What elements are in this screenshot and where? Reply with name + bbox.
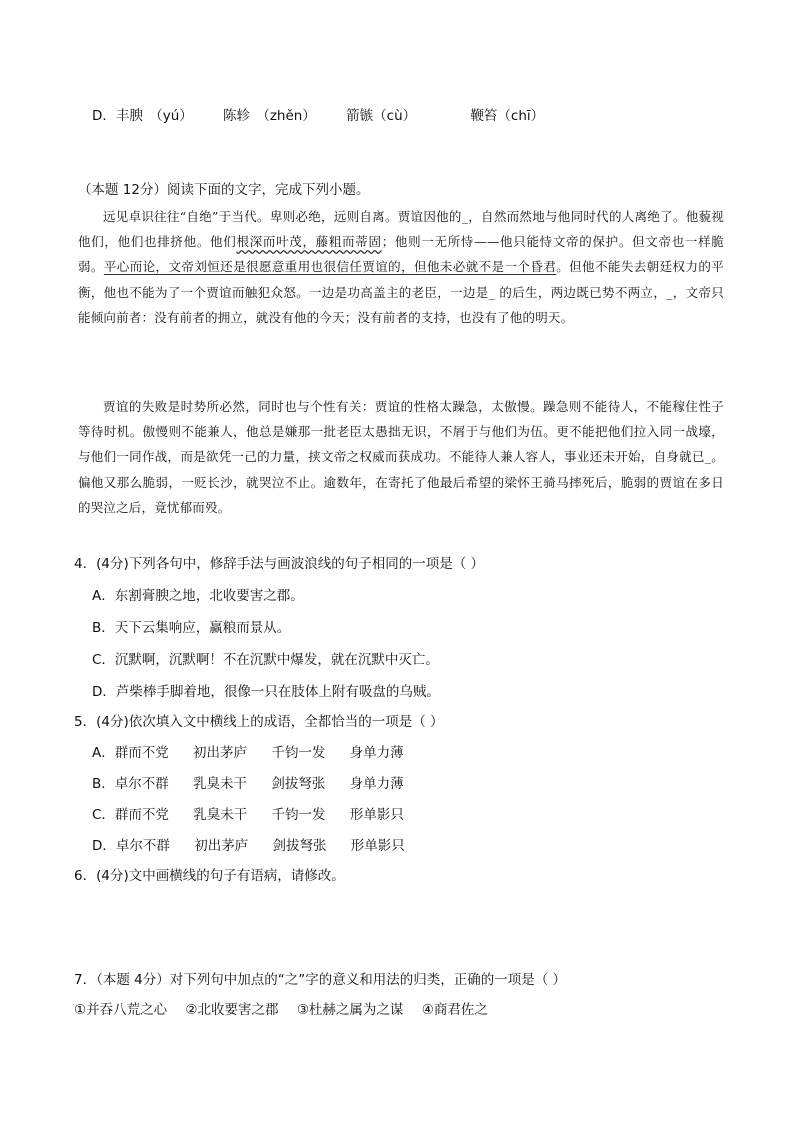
option-d-label: D．丰腴 (92, 108, 143, 124)
idiom-cell: 千钧一发 (271, 807, 326, 823)
idiom-cell: 初出茅庐 (194, 838, 249, 854)
question-5-stem: 5．(4分)依次填入文中横线上的成语，全都恰当的一项是（ ） (74, 714, 444, 730)
passage-paragraph-2 (78, 394, 724, 520)
question-4-stem: 4．(4分)下列各句中，修辞手法与画波浪线的句子相同的一项是（ ） (74, 556, 485, 572)
option-d-pinyin-2: （zhěn） (256, 108, 316, 124)
q7-item: ②北收要害之郡 (185, 1002, 279, 1018)
passage-text: ；他则一无所恃——他只能恃文帝的保护。但文帝也一样脆弱。 (78, 234, 725, 275)
wavy-underlined-sentence: 根深而叶茂，藤粗而蒂固 (236, 234, 382, 250)
section-heading: （本题 12分）阅读下面的文字，完成下列小题。 (78, 182, 370, 198)
passage-text: 远见卓识往往“自绝”于当代。卑则必绝，远则自离。贾谊因他的_，自然而然地与他同时代的人离绝了。他藐视他们，他们也排挤他。他们 (78, 209, 724, 250)
idiom-cell: 初出茅庐 (193, 745, 248, 761)
question-7-items (74, 998, 488, 1018)
top-option-d (92, 104, 544, 124)
q7-item: ③杜赫之属为之谋 (296, 1002, 404, 1018)
question-4-option-a[interactable]: A．东割膏腴之地，北收要害之郡。 (92, 588, 304, 604)
idiom-cell: 乳臭未干 (193, 807, 248, 823)
question-5-option-b[interactable] (92, 772, 404, 792)
idiom-cell: 剑拔弩张 (272, 838, 327, 854)
q7-item: ④商君佐之 (421, 1002, 488, 1018)
idiom-cell: 身单力薄 (349, 776, 404, 792)
question-4-option-d[interactable]: D．芦柴棒手脚着地，很像一只在肢体上附有吸盘的乌贼。 (92, 684, 440, 700)
idiom-cell: 身单力薄 (349, 745, 404, 761)
passage-paragraph-1 (78, 204, 724, 330)
idiom-cell: 形单影只 (350, 838, 405, 854)
idiom-cell: 千钧一发 (271, 745, 326, 761)
idiom-cell: D．卓尔不群 (92, 838, 170, 854)
option-d-word-3: 箭镞（cù） (346, 108, 417, 124)
idiom-cell: C．群而不党 (92, 807, 169, 823)
option-d-word-2: 陈轸 (223, 108, 251, 124)
option-d-word-4: 鞭笞（chī） (470, 108, 545, 124)
idiom-cell: 剑拔弩张 (271, 776, 326, 792)
q7-item: ①并吞八荒之心 (74, 1002, 168, 1018)
question-5-option-c[interactable] (92, 803, 404, 823)
question-4-option-c[interactable]: C．沉默啊，沉默啊！不在沉默中爆发，就在沉默中灭亡。 (92, 652, 439, 668)
option-d-pinyin-1: （yú） (149, 108, 193, 124)
passage-text: 贾谊的失败是时势所必然，同时也与个性有关：贾谊的性格太躁急，太傲慢。躁急则不能待人，不能稼住性子等待时机。傲慢则不能兼人，他总是嫌那一批老臣太愚拙无识，不屑于与他们为伍。更不能把他们拉入同一战壕，与他们一同作战，而是欲凭一己的力量，挟文帝之权威而获成功。不能待人兼人容人，事业还未开始，自身就已_。偏他又那么脆弱，一贬长沙，就哭泣不止。逾数年，在寄托了他最后希望的梁怀王骑马摔死后，脆弱的贾谊在多日的哭泣之后，竟忧郁而殁。 (78, 399, 724, 515)
question-5-option-d[interactable] (92, 834, 405, 854)
question-4-option-b[interactable]: B．天下云集响应，赢粮而景从。 (92, 620, 291, 636)
question-5-option-a[interactable] (92, 741, 404, 761)
question-7-stem: 7．（本题 4分）对下列句中加点的“之”字的意义和用法的归类，正确的一项是（ ） (74, 972, 566, 988)
passage-text: 。但他不能失去朝廷权力的平衡，他也不能为了一个贾谊而触犯众怒。一边是功高盖主的老臣，一边是_ 的后生，两边既已势不两立，_，文帝只能倾向前者：没有前者的拥立，就没有他的今天；没有前者的支持，也没有了他的明天。 (78, 259, 724, 325)
idiom-cell: B．卓尔不群 (92, 776, 169, 792)
idiom-cell: A．群而不党 (92, 745, 169, 761)
idiom-cell: 乳臭未干 (193, 776, 248, 792)
straight-underlined-sentence: 平心而论，文帝刘恒还是很愿意重用也很信任贾谊的，但他未必就不是一个昏君 (103, 259, 557, 275)
question-6-stem: 6．(4分)文中画横线的句子有语病，请修改。 (74, 868, 345, 884)
idiom-cell: 形单影只 (349, 807, 404, 823)
